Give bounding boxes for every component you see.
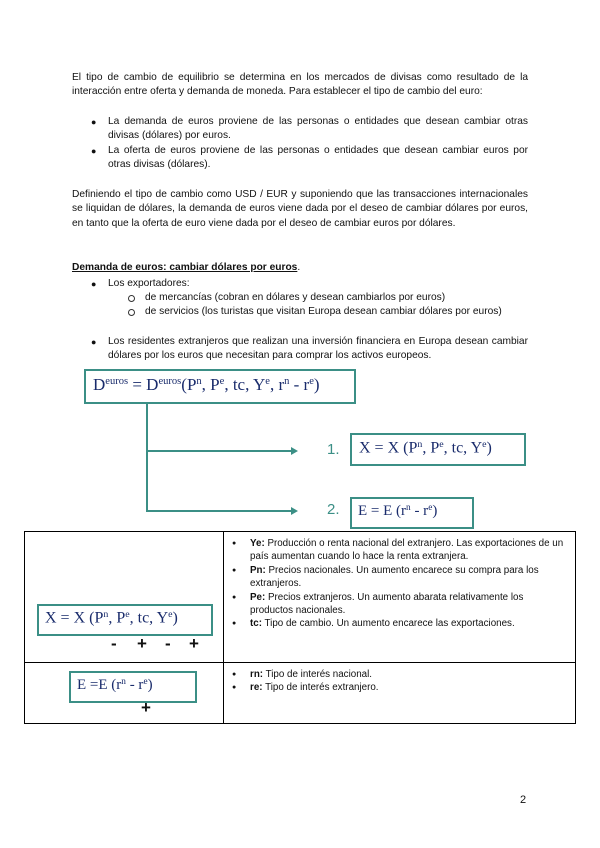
table-row bbox=[25, 532, 576, 663]
term-label: tc: bbox=[250, 618, 262, 630]
table-investment-formula: E =E $(r^n - r^e)$ bbox=[77, 677, 153, 694]
term-description: Producción o renta nacional del extranjero. Las exportaciones de un país aumentan cuando lo hace la renta extranjera. bbox=[250, 538, 564, 563]
arrow-icon bbox=[291, 507, 298, 515]
bullet-icon: ● bbox=[91, 146, 97, 156]
term-label: Pn: bbox=[250, 564, 266, 576]
table-exports-formula: X = X ($P^n$, $P^e$, tc, $Y^e$) bbox=[45, 609, 178, 627]
investment-formula: E = E $(r^n - r^e)$ bbox=[358, 503, 438, 520]
table-cell-formula bbox=[25, 663, 224, 724]
exports-formula: X = X ($P^n$, $P^e$, tc, $Y^e$) bbox=[359, 439, 492, 457]
branch1-number: 1. bbox=[327, 441, 340, 458]
list-item bbox=[224, 617, 569, 630]
list-item bbox=[224, 591, 569, 618]
determinants-table bbox=[24, 531, 576, 724]
table-row bbox=[25, 663, 576, 724]
page-number: 2 bbox=[520, 794, 527, 806]
connector-branch2 bbox=[146, 510, 292, 512]
table-cell-definitions bbox=[224, 532, 576, 663]
section-heading-text: Demanda de euros: cambiar dólares por euros bbox=[72, 262, 298, 273]
connector-branch1 bbox=[146, 450, 292, 452]
intro-bullet-demand: La demanda de euros proviene de las personas o entidades que desean cambiar otras divisas (dólares) por euros. bbox=[108, 116, 528, 142]
bullet-icon: ● bbox=[91, 337, 97, 347]
term-label: re: bbox=[250, 682, 263, 694]
bullet-icon: ● bbox=[91, 117, 97, 127]
connector-vertical bbox=[146, 402, 148, 512]
demand-sub-goods: de mercancías (cobran en dólares y desean cambiarlos por euros) bbox=[145, 292, 446, 303]
hollow-bullet-icon bbox=[128, 295, 135, 302]
investment-sign: + bbox=[141, 698, 151, 717]
investment-formula-box bbox=[350, 497, 474, 529]
exports-formula-box bbox=[350, 433, 526, 466]
intro-bullet-supply: La oferta de euros proviene de las personas o entidades que desean cambiar euros por otras divisas (dólares). bbox=[108, 145, 528, 171]
term-label: Ye: bbox=[250, 538, 265, 549]
term-description: Tipo de interés extranjero. bbox=[262, 682, 379, 694]
table-exports-formula-box bbox=[37, 604, 213, 636]
term-description: Precios nacionales. Un aumento encarece su compra para los extranjeros. bbox=[250, 564, 539, 590]
table-investment-formula-box bbox=[69, 671, 197, 703]
section-heading bbox=[72, 261, 528, 275]
hollow-bullet-icon bbox=[128, 309, 135, 316]
intro-paragraph: El tipo de cambio de equilibrio se determina en los mercados de divisas como resultado de la interacción entre oferta y demanda de moneda. Para establecer el tipo de cambio del euro: bbox=[72, 72, 528, 98]
demand-sub-services: de servicios (los turistas que visitan Europa desean cambiar dólares por euros) bbox=[145, 306, 502, 317]
definition-paragraph: Definiendo el tipo de cambio como USD / EUR y suponiendo que las transacciones internacionales se liquidan de dólares, la demanda de euros viene dada por el deseo de cambiar dólares por euros, en tanto que la oferta de euro viene dada por el deseo de cambiar euros por dólares. bbox=[72, 189, 528, 229]
table-cell-definitions bbox=[224, 663, 576, 724]
exports-definitions-list bbox=[224, 537, 575, 631]
demand-exporters: Los exportadores: bbox=[108, 278, 190, 289]
investment-definitions-list bbox=[224, 668, 575, 695]
term-description: Tipo de interés nacional. bbox=[263, 669, 372, 680]
demand-formula: $D^{euros} = D^{euros}(P^n$, $P^e$, tc, $Y^e$, $r^n - r^e$) bbox=[93, 375, 320, 394]
list-item bbox=[224, 537, 569, 564]
demand-residents: Los residentes extranjeros que realizan una inversión financiera en Europa desean cambiar dólares por los euros que necesitan para comprar los activos europeos. bbox=[108, 336, 528, 362]
branch2-number: 2. bbox=[327, 501, 340, 518]
term-label: rn: bbox=[250, 669, 264, 680]
section-heading-period: . bbox=[297, 262, 301, 273]
term-description: Precios extranjeros. Un aumento abarata relativamente los productos nacionales. bbox=[250, 591, 524, 617]
table-cell-formula: X = X ($P^n$, $P^e$, tc, $Y^e$) - + - + bbox=[25, 532, 224, 663]
term-description: Tipo de cambio. Un aumento encarece las exportaciones. bbox=[261, 618, 515, 630]
demand-formula-box bbox=[84, 369, 356, 404]
term-label: Pe: bbox=[250, 591, 266, 603]
arrow-icon bbox=[291, 447, 298, 455]
list-item bbox=[224, 681, 569, 694]
bullet-icon: ● bbox=[91, 279, 97, 289]
list-item bbox=[224, 668, 569, 681]
list-item bbox=[224, 564, 569, 591]
